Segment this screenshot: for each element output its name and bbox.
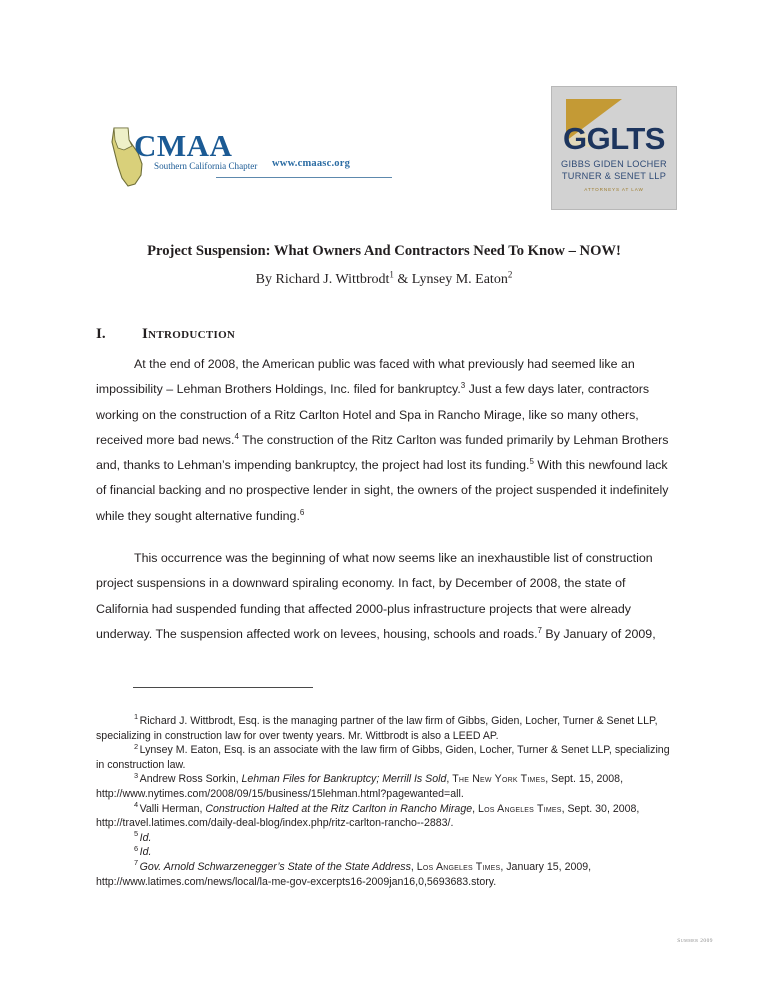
- footnote-number: 6: [134, 843, 139, 853]
- citation-title: Id.: [139, 846, 152, 859]
- gglts-tagline: ATTORNEYS AT LAW: [584, 187, 644, 192]
- publication-name: The New York Times: [452, 773, 546, 786]
- byline-author-1: By Richard J. Wittbrodt: [255, 272, 390, 287]
- section-number: I.: [96, 326, 106, 342]
- footnote-number: 5: [134, 829, 139, 839]
- gglts-firm-line-2: TURNER & SENET LLP: [561, 170, 667, 181]
- footnote-item: $^3$ Andrew Ross Sorkin, Lehman Files for Bankruptcy; Merrill Is Sold, The New York Times, Sept. 15, 2008, http://www.nytimes.com/2008/09/15/business/15lehman.html?pagewanted=all.: [96, 770, 624, 800]
- section-heading: [96, 326, 235, 343]
- body-text: [96, 352, 674, 664]
- footnote-item: [96, 831, 674, 846]
- footnotes-section: [96, 714, 674, 889]
- cmaa-wordmark: CMAA: [134, 128, 233, 163]
- footnote-separator: [133, 687, 313, 688]
- page-title: Project Suspension: What Owners And Contractors Need To Know – NOW!: [147, 243, 621, 259]
- cmaa-logo: [108, 126, 308, 188]
- gglts-wordmark: GGLTS: [563, 121, 665, 156]
- footnote-number: 2: [134, 741, 139, 751]
- footnote-reference[interactable]: 5: [529, 457, 534, 467]
- body-paragraph: This occurrence was the beginning of what now seems like an inexhaustible list of construction project suspensions in a downward spiraling economy. In fact, by December of 2008, the state of California had suspended funding that affected 2000-plus infrastructure projects that were already underway. The suspension affected work on levees, housing, schools and roads.$^7$ By January of 2009,: [96, 551, 656, 641]
- footnote-reference[interactable]: 4: [234, 431, 239, 441]
- footnote-number: 4: [134, 800, 139, 810]
- citation-title: Construction Halted at the Ritz Carlton in Rancho Mirage: [205, 802, 473, 815]
- footnote-number: 7: [134, 858, 139, 868]
- footnote-item: [96, 845, 674, 860]
- header-rule: [216, 177, 392, 178]
- cmaa-website-link[interactable]: www.cmaasc.org: [272, 158, 351, 169]
- footnote-reference[interactable]: 6: [299, 507, 305, 517]
- footnote-number: 1: [134, 712, 139, 722]
- publication-name: Los Angeles Times: [416, 860, 501, 873]
- gglts-firm-name: [552, 159, 676, 183]
- cmaa-tagline: Southern California Chapter: [154, 162, 258, 172]
- gglts-firm-line-1: GIBBS GIDEN LOCHER: [561, 159, 667, 169]
- document-header: [0, 86, 768, 216]
- byline-footnote-marker-1[interactable]: 1: [389, 269, 394, 280]
- footnote-reference[interactable]: 3: [460, 381, 466, 391]
- citation-title: Lehman Files for Bankruptcy; Merrill Is Sold: [241, 773, 447, 786]
- page-footer: Summer 2009: [677, 938, 713, 944]
- footnote-number: 3: [134, 770, 139, 780]
- byline-separator: & Lynsey M. Eaton: [393, 272, 508, 287]
- footnote-reference[interactable]: 7: [537, 625, 542, 635]
- gglts-logo: [551, 86, 677, 210]
- citation-title: Id.: [139, 831, 152, 844]
- footnote-item: $^7$ Gov. Arnold Schwarzenegger’s State of the State Address, Los Angeles Times, January 15, 2009, http://www.latimes.com/news/local/la-me-gov-excerpts16-2009jan16,0,5693683.story.: [96, 858, 592, 888]
- publication-name: Los Angeles Times: [478, 802, 562, 815]
- body-paragraph: At the end of 2008, the American public was faced with what previously had seemed like an impossibility – Lehman Brothers Holdings, Inc. filed for bankruptcy.$^3$ Just a few days later, contractors working on the construction of a Ritz Carlton Hotel and Spa in Rancho Mirage, like so many others, received more bad news.$^4$ The construction of the Ritz Carlton was funded primarily by Lehman Brothers and, thanks to Lehman’s impending bankruptcy, the project had lost its funding.$^5$ With this newfound lack of financial backing and no prospective lender in sight, the owners of the project suspended it indefinitely while they sought alternative funding.$^6$: [96, 357, 669, 523]
- footnote-item: $^2$ Lynsey M. Eaton, Esq. is an associate with the law firm of Gibbs, Giden, Locher, Turner & Senet LLP, specializing in construction law.: [96, 741, 670, 771]
- citation-title: Gov. Arnold Schwarzenegger’s State of the State Address: [139, 860, 411, 873]
- byline-footnote-marker-2[interactable]: 2: [507, 269, 513, 280]
- footnote-item: $^4$ Valli Herman, Construction Halted at the Ritz Carlton in Rancho Mirage, Los Angeles Times, Sept. 30, 2008, http://travel.latimes.com/daily-deal-blog/index.php/ritz-carlton-rancho--2883/.: [96, 800, 640, 830]
- byline: [0, 269, 768, 288]
- section-title: Introduction: [142, 326, 236, 342]
- footnote-item: $^1$ Richard J. Wittbrodt, Esq. is the managing partner of the law firm of Gibbs, Giden, Locher, Turner & Senet LLP, specializing in construction law for over twenty years. Mr. Wittbrodt is also a LEED AP.: [96, 712, 658, 742]
